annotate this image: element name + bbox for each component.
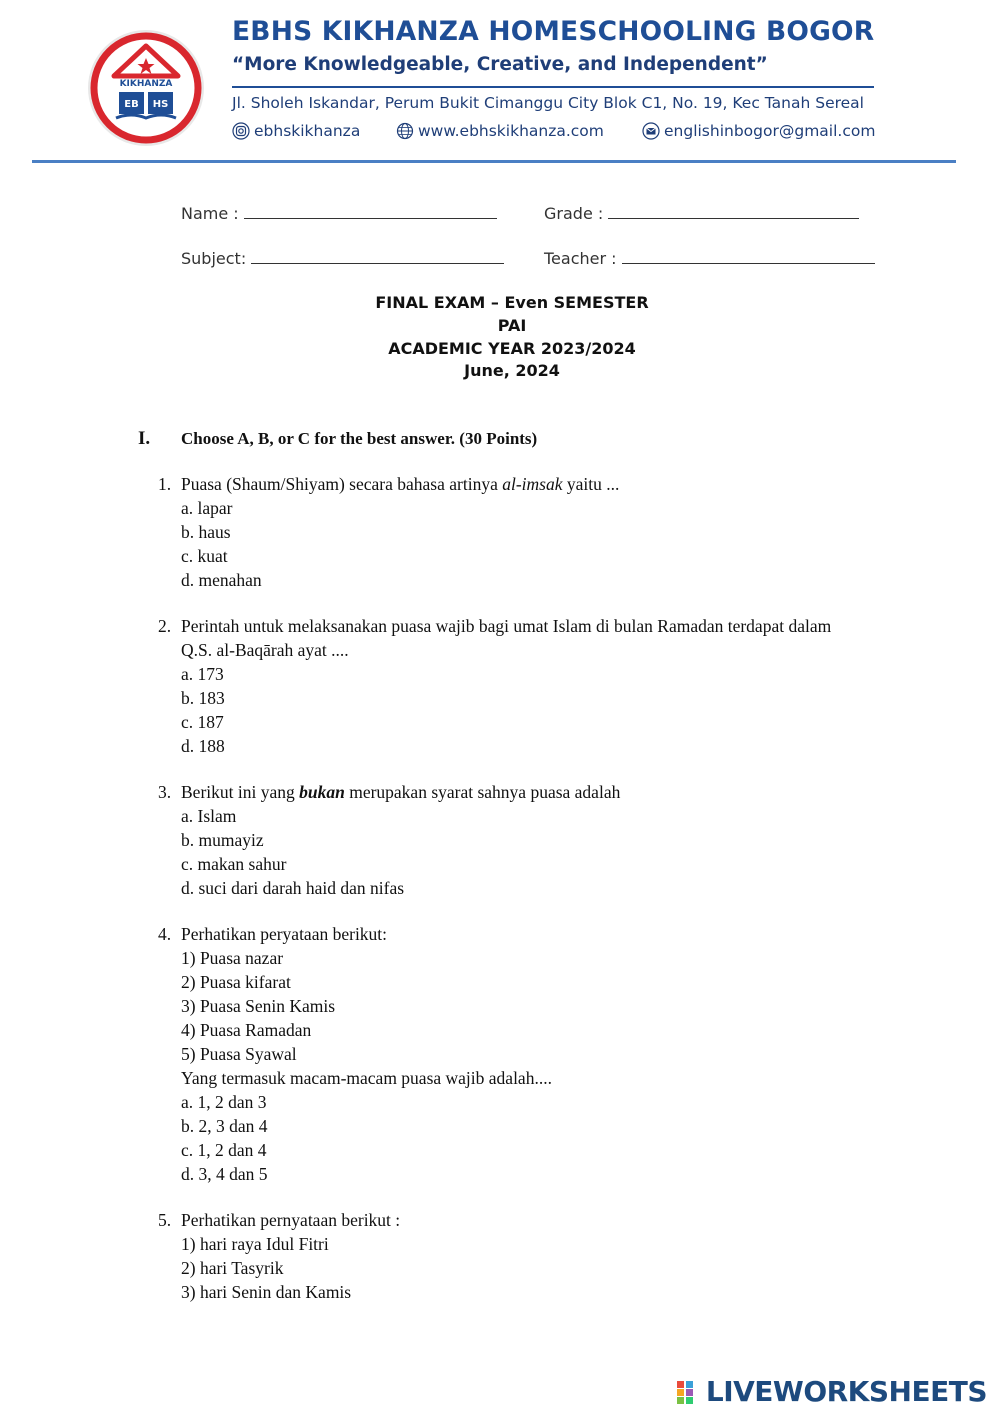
option[interactable]: a. 173 — [181, 664, 224, 684]
subject-field[interactable] — [181, 249, 504, 268]
option[interactable]: b. 2, 3 dan 4 — [181, 1116, 268, 1136]
school-address: Jl. Sholeh Iskandar, Perum Bukit Cimanggu City Blok C1, No. 19, Kec Tanah Sereal — [232, 94, 864, 112]
liveworksheets-text: LIVEWORKSHEETS — [705, 1375, 987, 1408]
question-prompt: Yang termasuk macam-macam puasa wajib adalah.... — [181, 1068, 552, 1088]
liveworksheets-icon — [677, 1379, 703, 1405]
globe-icon — [396, 122, 414, 140]
statement: 2) Puasa kifarat — [181, 972, 291, 992]
name-label: Name : — [181, 204, 239, 223]
statement: 3) hari Senin dan Kamis — [181, 1282, 352, 1302]
logo-letters-right: HS — [152, 99, 169, 110]
letterhead — [0, 0, 999, 170]
question-text: Perhatikan peryataan berikut: — [181, 924, 388, 944]
grade-label: Grade : — [544, 204, 604, 223]
email-icon — [642, 122, 660, 140]
question-4 — [148, 922, 908, 1186]
exam-title-line1: FINAL EXAM – Even SEMESTER — [375, 293, 649, 312]
teacher-field[interactable] — [544, 249, 875, 268]
option[interactable]: a. Islam — [181, 806, 237, 826]
logo-letters-left: EB — [124, 99, 139, 110]
school-logo — [86, 28, 206, 148]
question-2 — [148, 614, 908, 758]
statement: 1) Puasa nazar — [181, 948, 284, 968]
question-text: Perhatikan pernyataan berikut : — [181, 1210, 401, 1230]
option[interactable]: d. 188 — [181, 736, 225, 756]
name-field[interactable] — [181, 204, 497, 223]
subject-blank[interactable] — [251, 249, 504, 264]
question-3 — [148, 780, 908, 900]
statement: 4) Puasa Ramadan — [181, 1020, 312, 1040]
subject-label: Subject: — [181, 249, 247, 268]
website-contact[interactable] — [396, 122, 604, 140]
option[interactable]: b. 183 — [181, 688, 225, 708]
section-instruction: Choose A, B, or C for the best answer. (30 Points) — [181, 429, 538, 448]
teacher-blank[interactable] — [622, 249, 875, 264]
question-5 — [148, 1208, 908, 1304]
instagram-contact[interactable] — [232, 122, 360, 140]
question-1 — [148, 472, 908, 592]
liveworksheets-logo — [677, 1375, 987, 1408]
email-contact[interactable] — [642, 122, 875, 140]
question-number: 3. — [158, 782, 172, 802]
question-number: 5. — [158, 1210, 172, 1230]
exam-title-line2: PAI — [497, 315, 527, 335]
option[interactable]: d. menahan — [181, 570, 262, 590]
exam-title — [0, 292, 999, 383]
question-list — [148, 472, 908, 1304]
section-heading — [138, 428, 537, 450]
option[interactable]: a. lapar — [181, 498, 233, 518]
question-number: 4. — [158, 924, 172, 944]
header-divider — [232, 86, 874, 88]
option[interactable]: c. 187 — [181, 712, 224, 732]
option[interactable]: a. 1, 2 dan 3 — [181, 1092, 267, 1112]
question-text: Perintah untuk melaksanakan puasa wajib bagi umat Islam di bulan Ramadan terdapat dalam — [181, 616, 832, 636]
email-address: englishinbogor@gmail.com — [664, 122, 876, 140]
website-url: www.ebhskikhanza.com — [418, 122, 604, 140]
question-number: 1. — [158, 474, 172, 494]
grade-blank[interactable] — [608, 204, 859, 219]
option[interactable]: d. 3, 4 dan 5 — [181, 1164, 268, 1184]
grade-field[interactable] — [544, 204, 859, 223]
option[interactable]: b. haus — [181, 522, 231, 542]
exam-title-line3: ACADEMIC YEAR 2023/2024 — [388, 338, 636, 358]
option[interactable]: b. mumayiz — [181, 830, 264, 850]
school-name: EBHS KIKHANZA HOMESCHOOLING BOGOR — [232, 16, 875, 47]
option[interactable]: d. suci dari darah haid dan nifas — [181, 878, 405, 898]
teacher-label: Teacher : — [544, 249, 617, 268]
question-number: 2. — [158, 616, 172, 636]
question-text: Berikut ini yang bukan merupakan syarat sahnya puasa adalah — [181, 782, 621, 802]
question-text-cont: Q.S. al-Baqārah ayat .... — [181, 640, 349, 660]
instagram-icon — [232, 122, 250, 140]
logo-text: KIKHANZA — [119, 79, 173, 89]
instagram-handle: ebhskikhanza — [254, 122, 361, 140]
statement: 1) hari raya Idul Fitri — [181, 1234, 329, 1254]
exam-title-line4: June, 2024 — [464, 361, 560, 381]
school-tagline: “More Knowledgeable, Creative, and Independent” — [232, 54, 768, 75]
option[interactable]: c. kuat — [181, 546, 228, 566]
header-bottom-rule — [32, 160, 956, 163]
section-number: I. — [138, 428, 151, 449]
statement: 5) Puasa Syawal — [181, 1044, 297, 1064]
name-blank[interactable] — [244, 204, 497, 219]
question-text: Puasa (Shaum/Shiyam) secara bahasa artinya al-imsak yaitu ... — [181, 474, 620, 494]
statement: 3) Puasa Senin Kamis — [181, 996, 336, 1016]
option[interactable]: c. makan sahur — [181, 854, 287, 874]
statement: 2) hari Tasyrik — [181, 1258, 284, 1278]
option[interactable]: c. 1, 2 dan 4 — [181, 1140, 267, 1160]
